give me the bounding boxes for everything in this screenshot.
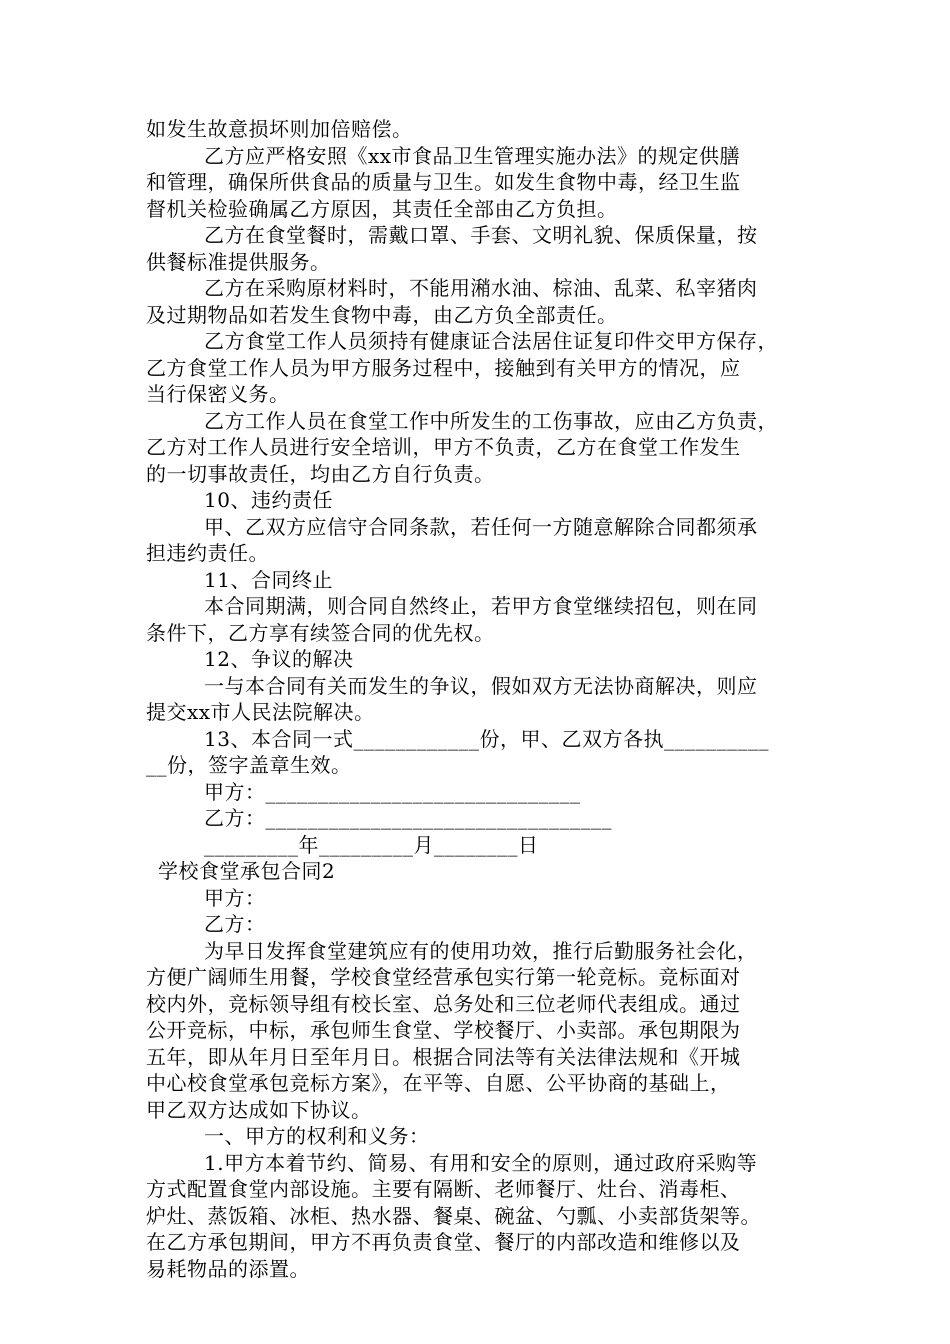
text-line: 炉灶、蒸饭箱、冰柜、热水器、餐桌、碗盆、勺瓢、小卖部货架等。 xyxy=(146,1203,761,1228)
text-line: 供餐标准提供服务。 xyxy=(146,249,331,274)
text-line: 乙方食堂工作人员为甲方服务过程中，接触到有关甲方的情况，应 xyxy=(146,355,741,380)
text-line: 乙方食堂工作人员须持有健康证合法居住证复印件交甲方保存， xyxy=(204,329,778,353)
text-line: 当行保密义务。 xyxy=(146,382,290,406)
text-line: 校内外，竞标领导组有校长室、总务处和三位老师代表组成。通过 xyxy=(146,991,741,1016)
text-line: 公开竞标，中标，承包师生食堂、学校餐厅、小卖部。承包期限为 xyxy=(146,1018,741,1042)
text-line: 易耗物品的添置。 xyxy=(146,1256,310,1281)
text-line: 和管理，确保所供食品的质量与卫生。如发生食物中毒，经卫生监 xyxy=(146,170,741,194)
text-line: _________年_________月________日 xyxy=(204,832,539,857)
text-line: __份，签字盖章生效。 xyxy=(146,753,352,777)
text-line: 在乙方承包期间，甲方不再负责食堂、餐厅的内部改造和维修以及 xyxy=(146,1230,741,1254)
text-line: 1.甲方本着节约、简易、有用和安全的原则，通过政府采购等 xyxy=(204,1150,758,1175)
text-line: 乙方工作人员在食堂工作中所发生的工伤事故，应由乙方负责， xyxy=(204,408,778,433)
text-line: 乙方对工作人员进行安全培训，甲方不负责，乙方在食堂工作发生 xyxy=(146,435,741,459)
text-line: 一与本合同有关而发生的争议，假如双方无法协商解决，则应 xyxy=(204,673,758,698)
text-line: 甲方： xyxy=(204,885,266,910)
text-line: 本合同期满，则合同自然终止，若甲方食堂继续招包，则在同 xyxy=(204,594,758,618)
text-line: 甲、乙双方应信守合同条款，若任何一方随意解除合同都须承 xyxy=(204,514,758,539)
text-line: 方式配置食堂内部设施。主要有隔断、老师餐厅、灶台、消毒柜、 xyxy=(146,1177,741,1201)
text-line: 条件下，乙方享有续签合同的优先权。 xyxy=(146,620,495,645)
text-line: 乙方： xyxy=(204,912,266,936)
text-line: 一、甲方的权利和义务： xyxy=(204,1124,430,1148)
text-line: 13、本合同一式____________份，甲、乙双方各执__________ xyxy=(204,726,769,751)
document-body xyxy=(146,116,826,1282)
text-line: 及过期物品如若发生食物中毒，由乙方负全部责任。 xyxy=(146,302,618,327)
text-line: 乙方在食堂餐时，需戴口罩、手套、文明礼貌、保质保量，按 xyxy=(204,223,758,247)
text-line: 如发生故意损坏则加倍赔偿。 xyxy=(146,117,413,141)
section-title: 学校食堂承包合同2 xyxy=(158,859,336,883)
text-line: 乙方：_________________________________ xyxy=(204,806,612,830)
text-line: 甲方：______________________________ xyxy=(204,779,581,804)
text-line: 担违约责任。 xyxy=(146,541,269,565)
text-line: 督机关检验确属乙方原因，其责任全部由乙方负担。 xyxy=(146,196,618,221)
text-line: 为早日发挥食堂建筑应有的使用功效，推行后勤服务社会化， xyxy=(204,938,758,963)
text-line: 甲乙双方达成如下协议。 xyxy=(146,1097,372,1122)
text-line: 12、争议的解决 xyxy=(204,647,354,671)
text-line: 乙方在采购原材料时，不能用潲水油、棕油、乱菜、私宰猪肉 xyxy=(204,276,758,300)
text-line: 的一切事故责任，均由乙方自行负责。 xyxy=(146,461,495,486)
text-line: 提交xx市人民法院解决。 xyxy=(146,700,375,724)
text-line: 乙方应严格安照《xx市食品卫生管理实施办法》的规定供膳 xyxy=(204,143,741,168)
text-line: 10、违约责任 xyxy=(204,488,333,512)
text-line: 中心校食堂承包竞标方案》，在平等、自愿、公平协商的基础上， xyxy=(146,1071,731,1095)
text-line: 五年，即从年月日至年月日。根据合同法等有关法律法规和《开城 xyxy=(146,1044,741,1069)
text-line: 11、合同终止 xyxy=(204,567,333,592)
text-line: 方便广阔师生用餐，学校食堂经营承包实行第一轮竞标。竞标面对 xyxy=(146,965,741,989)
